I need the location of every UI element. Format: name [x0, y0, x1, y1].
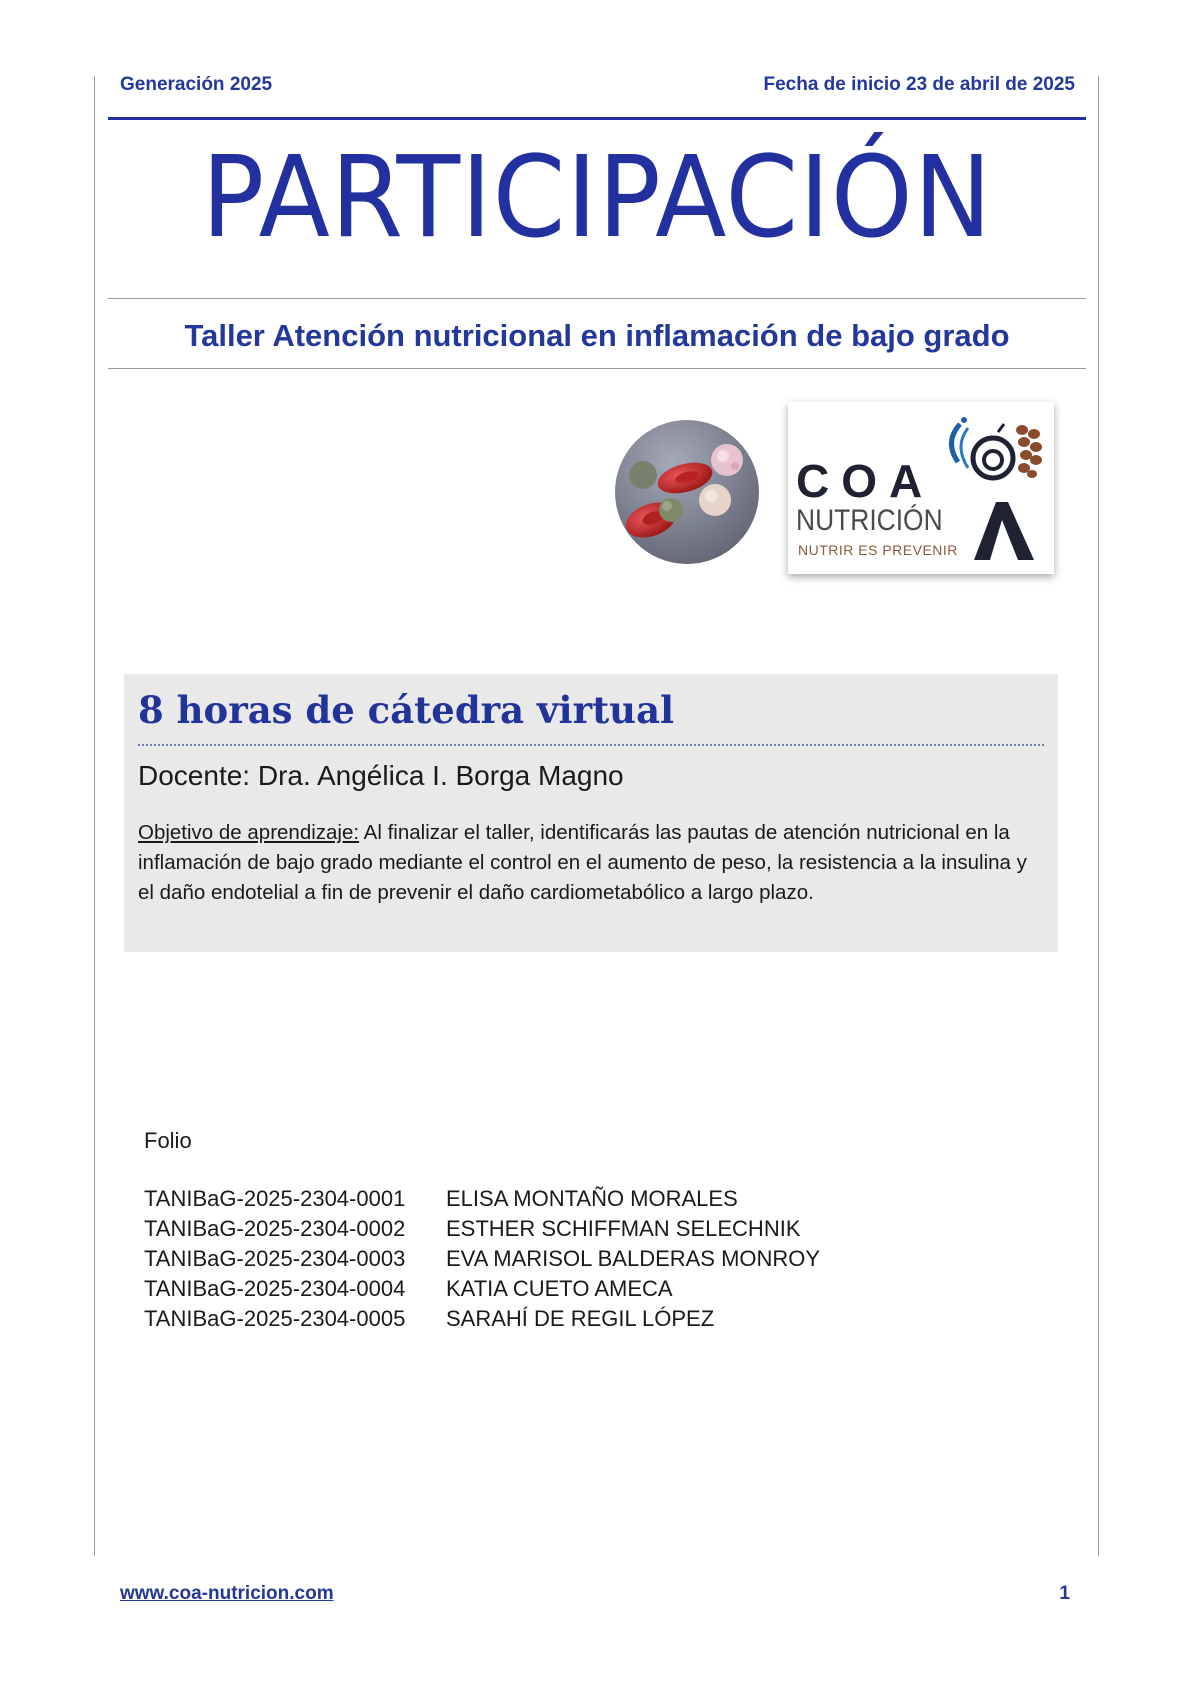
participant-name: ELISA MONTAÑO MORALES [446, 1186, 738, 1211]
course-hours: 8 horas de cátedra virtual [138, 688, 675, 732]
website-link[interactable]: www.coa-nutricion.com [120, 1583, 334, 1604]
workshop-title: Taller Atención nutricional en inflamación de bajo grado [184, 318, 1010, 353]
blood-cells-image [615, 420, 759, 564]
folio-row [144, 1184, 820, 1214]
learning-objective [138, 818, 1048, 908]
participant-name: KATIA CUETO AMECA [446, 1276, 673, 1301]
folio-code: TANIBaG-2025-2304-0004 [144, 1276, 406, 1301]
left-margin-line [94, 76, 95, 1556]
logo-tagline: NUTRIR ES PREVENIR [798, 542, 958, 558]
right-margin-line [1098, 76, 1099, 1556]
header-divider [108, 117, 1086, 120]
page-number: 1 [1059, 1583, 1070, 1604]
folio-row [144, 1244, 820, 1274]
course-info-panel [124, 674, 1058, 952]
generation-label: Generación 2025 [120, 74, 273, 95]
objective-label: Objetivo de aprendizaje: [138, 821, 360, 844]
start-date-label: Fecha de inicio 23 de abril de 2025 [763, 74, 1075, 95]
folio-row [144, 1304, 820, 1334]
logo-name-text: NUTRICIÓN [796, 504, 943, 537]
participant-name: ESTHER SCHIFFMAN SELECHNIK [446, 1216, 801, 1241]
folio-code: TANIBaG-2025-2304-0002 [144, 1216, 406, 1241]
coa-nutricion-logo [788, 402, 1054, 574]
logo-figure-icon [938, 412, 1048, 564]
subtitle-bottom-divider [108, 368, 1086, 369]
teacher-name: Docente: Dra. Angélica I. Borga Magno [138, 760, 624, 791]
folio-code: TANIBaG-2025-2304-0001 [144, 1186, 406, 1211]
folio-code: TANIBaG-2025-2304-0003 [144, 1246, 406, 1271]
folio-row [144, 1274, 820, 1304]
logo-brand-text: COA [796, 455, 935, 507]
dotted-divider [138, 744, 1044, 746]
folio-heading: Folio [144, 1128, 192, 1153]
page-title: PARTICIPACIÓN [201, 133, 993, 263]
subtitle-top-divider [108, 298, 1086, 299]
participant-name: SARAHÍ DE REGIL LÓPEZ [446, 1306, 715, 1331]
objective-text: Al finalizar el taller, identificarás las pautas de atención nutricional en la inflamación de bajo grado mediante el control en el aumento de peso, la resistencia a la insulina y el daño endotelial a fin de prevenir el daño cardiometabólico a largo plazo. [138, 821, 1027, 904]
folio-list [144, 1128, 820, 1334]
participant-name: EVA MARISOL BALDERAS MONROY [446, 1246, 821, 1271]
folio-row [144, 1214, 820, 1244]
folio-code: TANIBaG-2025-2304-0005 [144, 1306, 406, 1331]
